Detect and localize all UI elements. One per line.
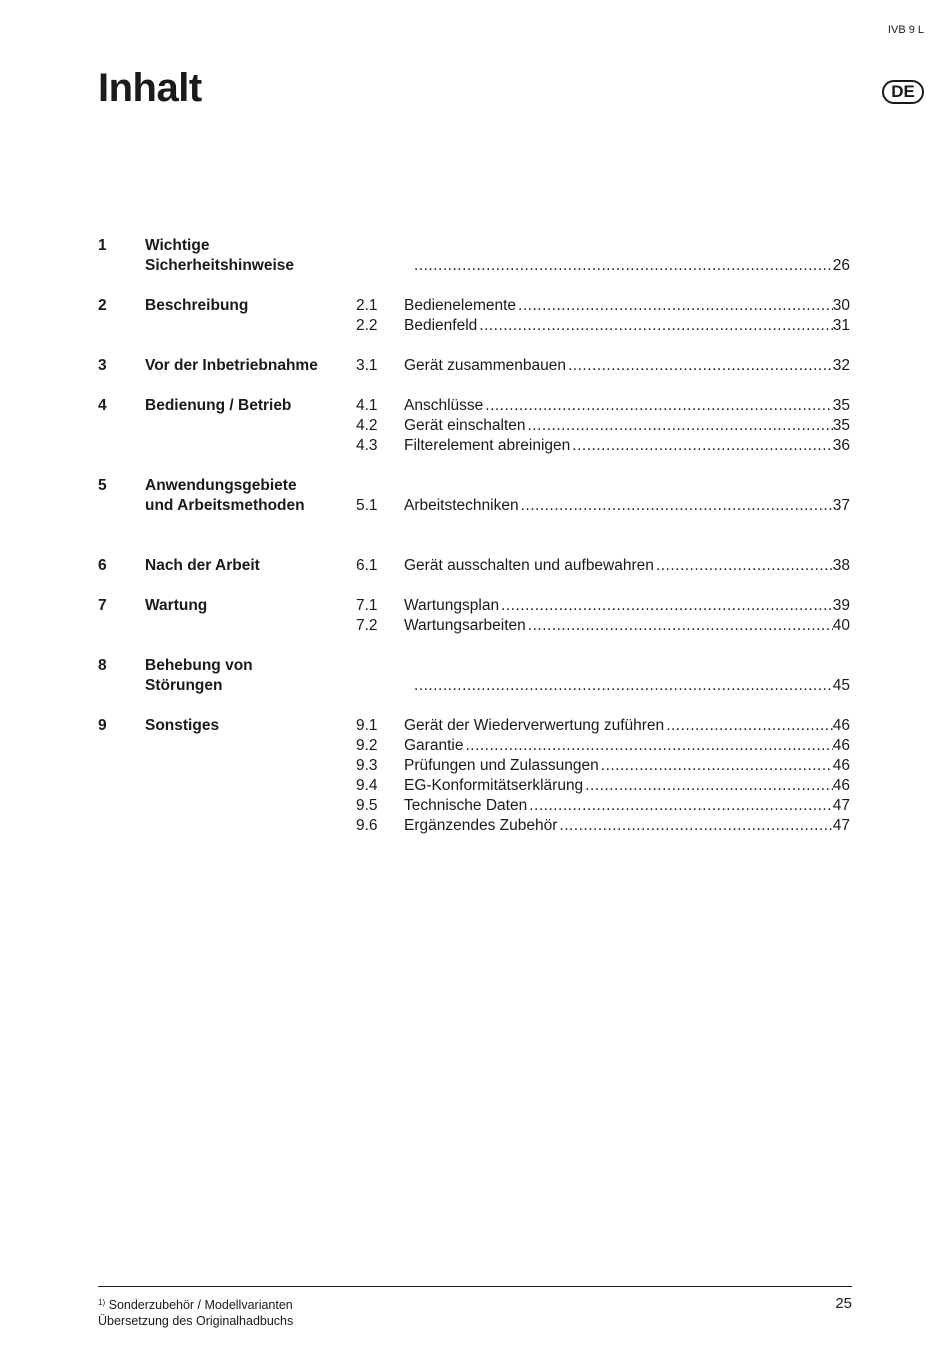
section-title: Gerät ausschalten und aufbewahren [404, 557, 654, 574]
section-page: 46 [832, 777, 850, 794]
section-title: Gerät der Wiederverwertung zuführen [404, 717, 665, 734]
section-title: Filterelement abreinigen [404, 437, 571, 454]
toc-chapter [98, 596, 850, 636]
toc-chapter [98, 236, 850, 276]
toc-chapter [98, 476, 850, 516]
section-number: 9.5 [356, 797, 378, 814]
dot-leader [414, 676, 833, 696]
section-number: 9.3 [356, 757, 378, 774]
section-list [356, 296, 850, 336]
chapter-title-line: Behebung von [145, 657, 253, 674]
chapter-number: 3 [98, 357, 107, 374]
toc-entry[interactable] [356, 736, 850, 756]
leader-row [404, 736, 850, 756]
toc-chapter [98, 296, 850, 336]
toc-chapter [98, 556, 850, 576]
section-page: 46 [832, 717, 850, 734]
chapter-title [145, 296, 355, 316]
chapter-title-line: Sonstiges [145, 717, 220, 734]
toc-chapter [98, 656, 850, 696]
toc-entry[interactable] [356, 676, 850, 696]
section-number: 2.2 [356, 317, 378, 334]
footer-divider [98, 1286, 852, 1287]
chapter-title-line: und Arbeitsmethoden [145, 497, 305, 514]
chapter-title-line: Beschreibung [145, 297, 249, 314]
chapter-title-line: Anwendungsgebiete [145, 477, 297, 494]
section-number: 7.2 [356, 617, 378, 634]
dot-leader [666, 716, 833, 736]
section-title: Technische Daten [404, 797, 528, 814]
section-number: 4.3 [356, 437, 378, 454]
section-number: 5.1 [356, 497, 378, 514]
leader-row [404, 436, 850, 456]
section-list [356, 716, 850, 836]
chapter-number: 2 [98, 297, 107, 314]
section-number: 9.4 [356, 777, 378, 794]
leader-row [412, 676, 850, 696]
section-title: Bedienelemente [404, 297, 517, 314]
section-page: 31 [832, 317, 850, 334]
section-page: 46 [832, 757, 850, 774]
toc-entry[interactable] [356, 356, 850, 376]
dot-leader [528, 616, 833, 636]
leader-row [404, 296, 850, 316]
chapter-title [145, 356, 355, 376]
chapter-title [145, 396, 355, 416]
section-number: 4.1 [356, 397, 378, 414]
chapter-number: 9 [98, 717, 107, 734]
dot-leader [485, 396, 832, 416]
chapter-number: 6 [98, 557, 107, 574]
chapter-number: 5 [98, 477, 107, 494]
chapter-title [145, 236, 355, 276]
section-page: 46 [832, 737, 850, 754]
toc-entry[interactable] [356, 296, 850, 316]
toc-entry[interactable] [356, 496, 850, 516]
section-page: 30 [832, 297, 850, 314]
dot-leader [585, 776, 833, 796]
toc-entry[interactable] [356, 556, 850, 576]
section-number: 6.1 [356, 557, 378, 574]
section-title: Prüfungen und Zulassungen [404, 757, 599, 774]
chapter-title-line: Wartung [145, 597, 208, 614]
dot-leader [601, 756, 833, 776]
leader-row [404, 716, 850, 736]
leader-row [404, 816, 850, 836]
section-page: 26 [832, 257, 850, 274]
section-page: 35 [832, 417, 850, 434]
toc-chapter [98, 356, 850, 376]
section-page: 40 [832, 617, 850, 634]
dot-leader [529, 796, 833, 816]
section-number: 3.1 [356, 357, 378, 374]
section-list [356, 556, 850, 576]
leader-row [404, 416, 850, 436]
section-title: Arbeitstechniken [404, 497, 519, 514]
section-page: 45 [832, 677, 850, 694]
toc-entry[interactable] [356, 816, 850, 836]
leader-row [412, 256, 850, 276]
section-number: 4.2 [356, 417, 378, 434]
chapter-number: 4 [98, 397, 107, 414]
footnote-mark: 1) [98, 1298, 106, 1307]
dot-leader [559, 816, 832, 836]
leader-row [404, 796, 850, 816]
section-title: EG-Konformitätserklärung [404, 777, 584, 794]
dot-leader [518, 296, 833, 316]
footnote-text: Sonderzubehör / Modellvarianten [108, 1298, 293, 1312]
chapter-title-line: Sicherheitshinweise [145, 257, 295, 274]
chapter-title [145, 656, 355, 696]
chapter-number: 1 [98, 237, 107, 254]
toc-entry[interactable] [356, 396, 850, 416]
section-list [356, 256, 850, 276]
section-title: Garantie [404, 737, 464, 754]
toc-entry[interactable] [356, 416, 850, 436]
section-page: 32 [832, 357, 850, 374]
chapter-title-line: Wichtige [145, 237, 210, 254]
leader-row [404, 776, 850, 796]
chapter-title [145, 476, 355, 516]
dot-leader [465, 736, 832, 756]
toc-entry[interactable] [356, 596, 850, 616]
section-title: Anschlüsse [404, 397, 484, 414]
section-list [356, 496, 850, 516]
page-title: Inhalt [98, 66, 202, 110]
section-title: Wartungsplan [404, 597, 500, 614]
leader-row [404, 316, 850, 336]
chapter-title [145, 556, 355, 576]
dot-leader [521, 496, 833, 516]
chapter-title [145, 596, 355, 616]
dot-leader [479, 316, 832, 336]
toc-entry[interactable] [356, 256, 850, 276]
section-number: 2.1 [356, 297, 378, 314]
section-title: Ergänzendes Zubehör [404, 817, 558, 834]
dot-leader [656, 556, 833, 576]
toc-entry[interactable] [356, 756, 850, 776]
leader-row [404, 496, 850, 516]
section-page: 38 [832, 557, 850, 574]
section-page: 36 [832, 437, 850, 454]
section-page: 35 [832, 397, 850, 414]
leader-row [404, 756, 850, 776]
section-list [356, 596, 850, 636]
section-number: 9.6 [356, 817, 378, 834]
footnote [98, 1295, 293, 1329]
chapter-number: 7 [98, 597, 107, 614]
toc-entry[interactable] [356, 716, 850, 736]
toc-entry[interactable] [356, 436, 850, 456]
chapter-title-line: Vor der Inbetriebnahme [145, 357, 318, 374]
dot-leader [568, 356, 833, 376]
chapter-title-line: Störungen [145, 677, 223, 694]
section-number: 9.2 [356, 737, 378, 754]
leader-row [404, 396, 850, 416]
leader-row [404, 556, 850, 576]
toc-entry[interactable] [356, 796, 850, 816]
section-page: 39 [832, 597, 850, 614]
chapter-title-line: Bedienung / Betrieb [145, 397, 292, 414]
chapter-title [145, 716, 355, 736]
chapter-number: 8 [98, 657, 107, 674]
toc-entry[interactable] [356, 776, 850, 796]
section-list [356, 396, 850, 456]
section-title: Gerät zusammenbauen [404, 357, 566, 374]
section-number: 7.1 [356, 597, 378, 614]
dot-leader [501, 596, 833, 616]
toc-entry[interactable] [356, 616, 850, 636]
section-list [356, 356, 850, 376]
section-title: Wartungsarbeiten [404, 617, 526, 634]
dot-leader [572, 436, 832, 456]
chapter-title-line: Nach der Arbeit [145, 557, 260, 574]
section-page: 37 [832, 497, 850, 514]
section-page: 47 [832, 797, 850, 814]
model-label: IVB 9 L [887, 24, 924, 36]
toc-chapter [98, 716, 850, 836]
dot-leader [528, 416, 833, 436]
page-number: 25 [835, 1295, 852, 1312]
leader-row [404, 356, 850, 376]
toc-chapter [98, 396, 850, 456]
leader-row [404, 596, 850, 616]
translation-note: Übersetzung des Originalhadbuchs [98, 1314, 294, 1328]
section-list [356, 676, 850, 696]
language-badge: DE [882, 80, 924, 104]
dot-leader [414, 256, 833, 276]
section-title: Gerät einschalten [404, 417, 526, 434]
section-page: 47 [832, 817, 850, 834]
toc-entry[interactable] [356, 316, 850, 336]
section-number: 9.1 [356, 717, 378, 734]
leader-row [404, 616, 850, 636]
section-title: Bedienfeld [404, 317, 478, 334]
